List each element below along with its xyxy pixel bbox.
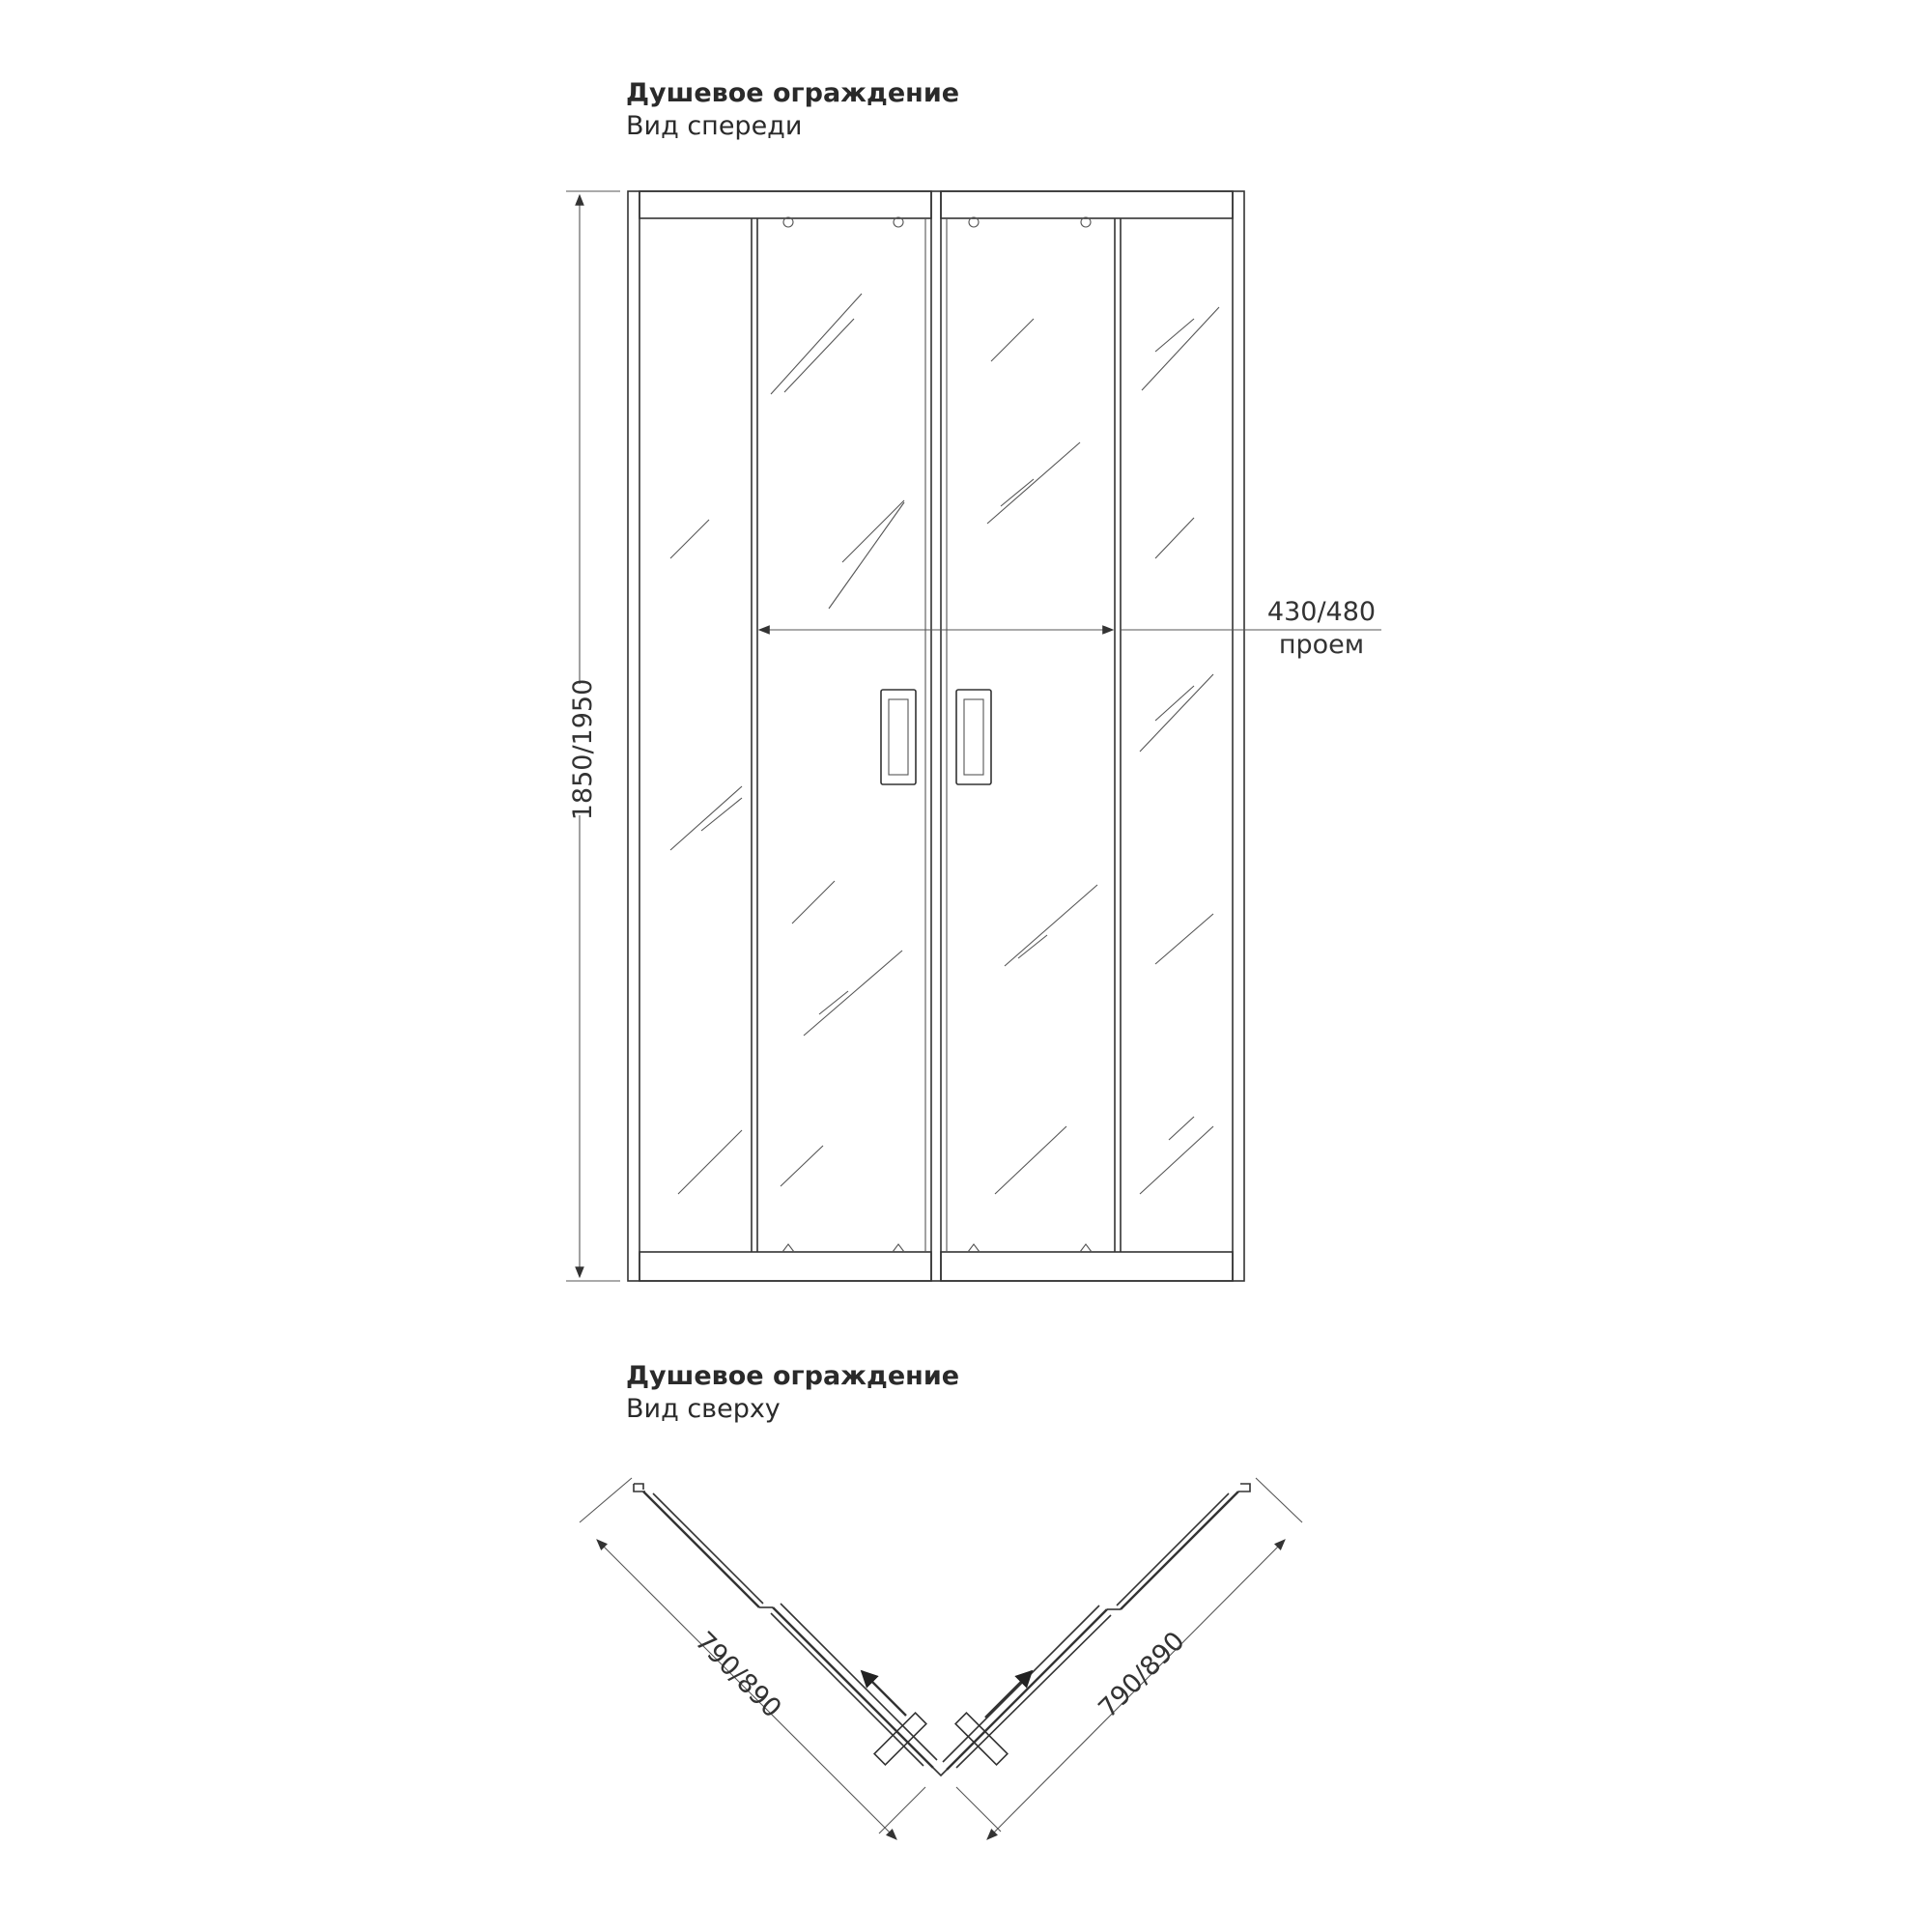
opening-dim-label: проем xyxy=(1278,630,1365,660)
glass-reflections xyxy=(670,294,1219,1194)
dimension-top-right xyxy=(956,1478,1302,1839)
top-view-title: Душевое ограждение xyxy=(626,1361,960,1391)
right-slide-direction-arrow xyxy=(985,1671,1032,1718)
top-view-drawing xyxy=(634,1484,1250,1776)
height-dim-label: 1850/1950 xyxy=(568,678,598,821)
top-view-left-handle xyxy=(874,1713,926,1765)
top-left-dim-label: 790/890 xyxy=(689,1626,787,1724)
top-view-right-handle xyxy=(955,1713,1008,1765)
bottom-rail-right xyxy=(941,1252,1233,1281)
front-view-subtitle: Вид спереди xyxy=(626,110,803,141)
right-sliding-door xyxy=(947,1609,1107,1770)
top-rail-left xyxy=(639,191,931,218)
top-view-subtitle: Вид сверху xyxy=(626,1393,781,1424)
left-sliding-door xyxy=(773,1607,933,1768)
right-door-handle xyxy=(956,690,991,784)
right-fixed-panel xyxy=(1121,1492,1238,1609)
dimension-height xyxy=(566,191,620,1281)
left-door-handle xyxy=(881,690,916,784)
opening-dim-value: 430/480 xyxy=(1266,597,1377,627)
outer-frame xyxy=(628,191,1244,1281)
dimension-top-left xyxy=(580,1478,925,1839)
left-slide-direction-arrow xyxy=(862,1671,906,1716)
front-view-title: Душевое ограждение xyxy=(626,78,960,108)
bottom-rail-left xyxy=(639,1252,931,1281)
dimension-opening xyxy=(759,597,1381,660)
front-view-drawing xyxy=(628,191,1244,1281)
top-rail-right xyxy=(941,191,1233,218)
top-right-dim-label: 790/890 xyxy=(1093,1626,1191,1724)
left-fixed-panel xyxy=(643,1492,759,1607)
